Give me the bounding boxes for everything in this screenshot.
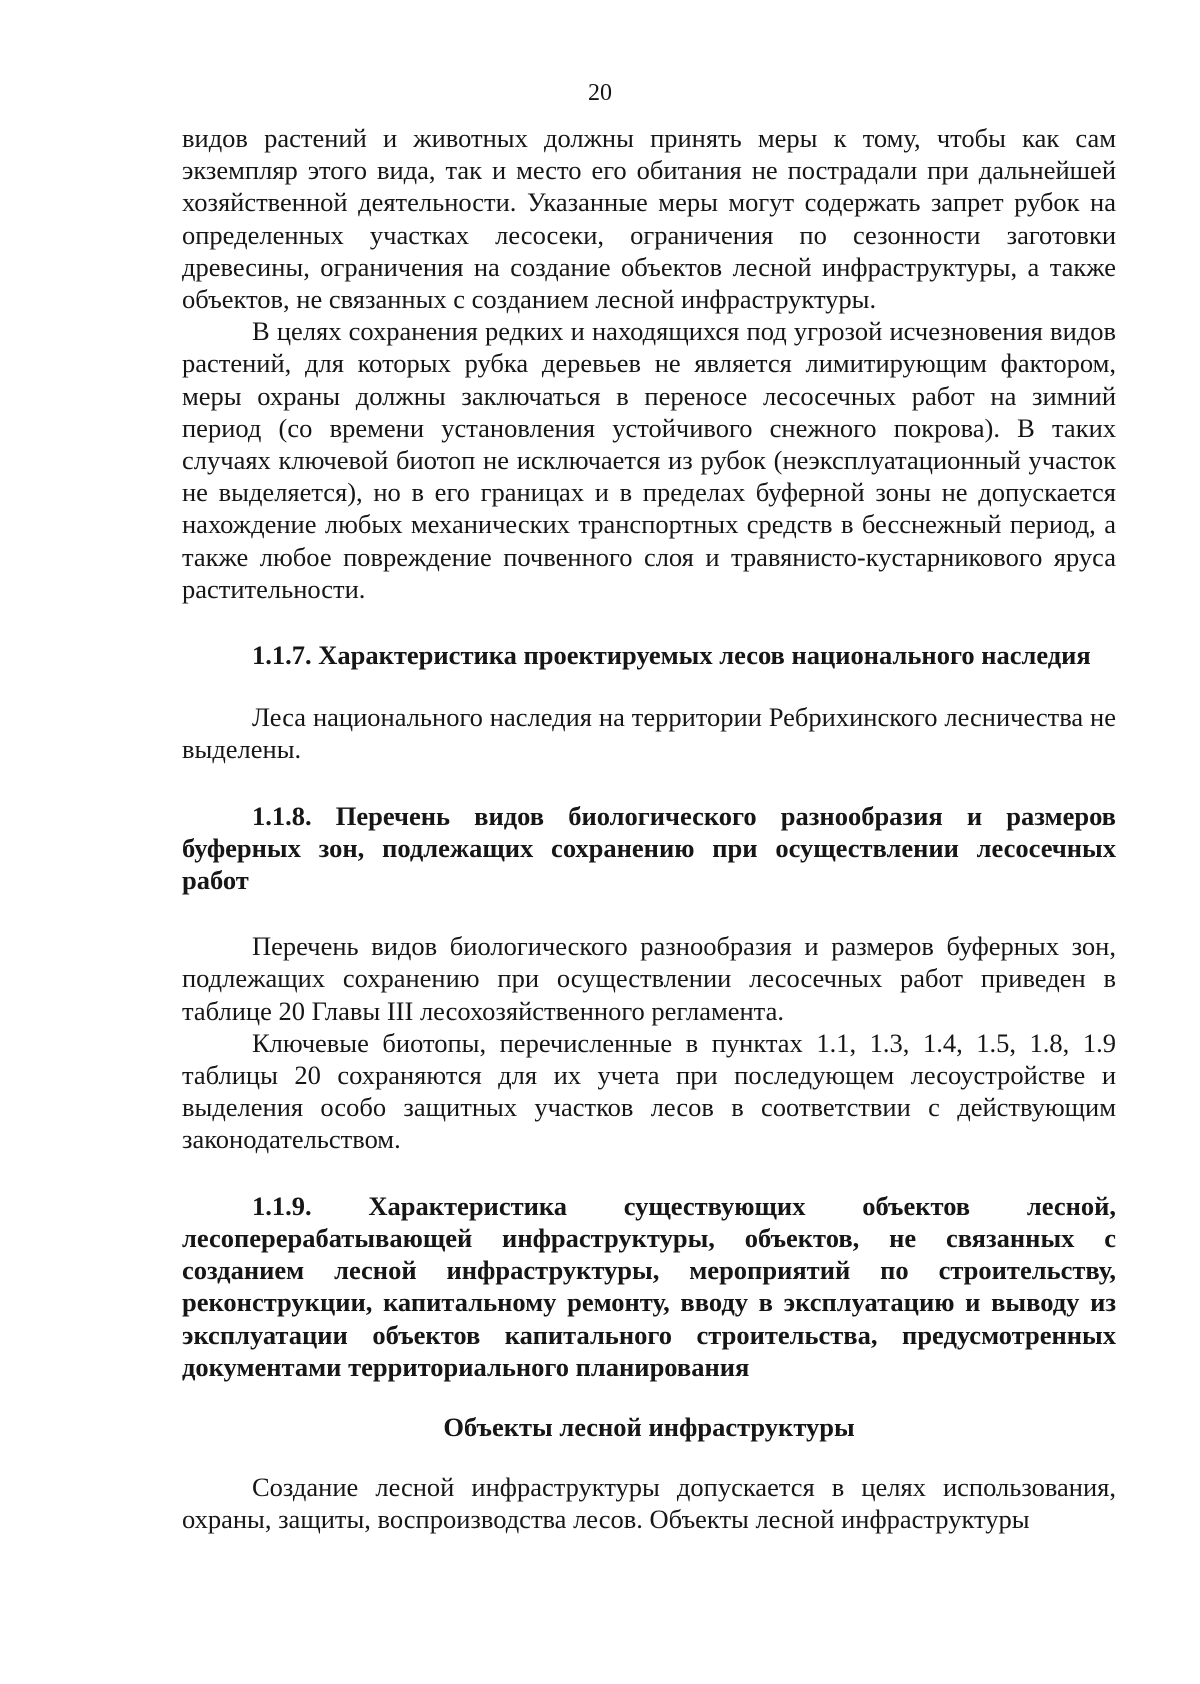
paragraph-key-biotopes: Ключевые биотопы, перечисленные в пунктах 1.1, 1.3, 1.4, 1.5, 1.8, 1.9 таблицы 20 сохраняются для их учета при последующем лесоустройстве и выделения особо защитных участков лесов в соответствии с действующим законодательством. xyxy=(182,1027,1116,1155)
section-heading-1-1-9: 1.1.9. Характеристика существующих объектов лесной, лесоперерабатывающей инфраструктуры, объектов, не связанных с созданием лесной инфраструктуры, мероприятий по строительству, реконструкции, капитальному ремонту, вводу в эксплуатацию и выводу из эксплуатации объектов капитального строительства, предусмотренных документами территориального планирования xyxy=(182,1190,1116,1382)
section-heading-1-1-7: 1.1.7. Характеристика проектируемых лесов национального наследия xyxy=(252,640,1091,671)
paragraph-rare-species-protection: В целях сохранения редких и находящихся под угрозой исчезновения видов растений, для которых рубка деревьев не является лимитирующим фактором, меры охраны должны заключаться в переносе лесосечных работ на зимний период (со времени установления устойчивого снежного покрова). В таких случаях ключевой биотоп не исключается из рубок (неэксплуатационный участок не выделяется), но в его границах и в пределах буферной зоны не допускается нахождение любых механических транспортных средств в бесснежный период, а также любое повреждение почвенного слоя и травянисто-кустарникового яруса растительности. xyxy=(182,316,1116,604)
page-number: 20 xyxy=(588,80,612,106)
paragraph-biodiversity-list: Перечень видов биологического разнообразия и размеров буферных зон, подлежащих сохранению при осуществлении лесосечных работ приведен в таблице 20 Главы III лесохозяйственного регламента. xyxy=(182,931,1116,1026)
paragraph-continuation: видов растений и животных должны принять меры к тому, чтобы как сам экземпляр этого вида, так и место его обитания не пострадали при дальнейшей хозяйственной деятельности. Указанные меры могут содержать запрет рубок на определенных участках лесосеки, ограничения по сезонности заготовки древесины, ограничения на создание объектов лесной инфраструктуры, а также объектов, не связанных с созданием лесной инфраструктуры. xyxy=(182,123,1116,315)
paragraph-infrastructure-creation: Создание лесной инфраструктуры допускается в целях использования, охраны, защиты, воспроизводства лесов. Объекты лесной инфраструктуры xyxy=(182,1472,1116,1535)
subheading-forest-infrastructure: Объекты лесной инфраструктуры xyxy=(443,1411,855,1442)
paragraph-national-heritage-forests: Леса национального наследия на территории Ребрихинского лесничества не выделены. xyxy=(182,702,1116,765)
document-body xyxy=(182,122,1116,1536)
section-heading-1-1-8: 1.1.8. Перечень видов биологического разнообразия и размеров буферных зон, подлежащих сохранению при осуществлении лесосечных работ xyxy=(182,800,1116,896)
